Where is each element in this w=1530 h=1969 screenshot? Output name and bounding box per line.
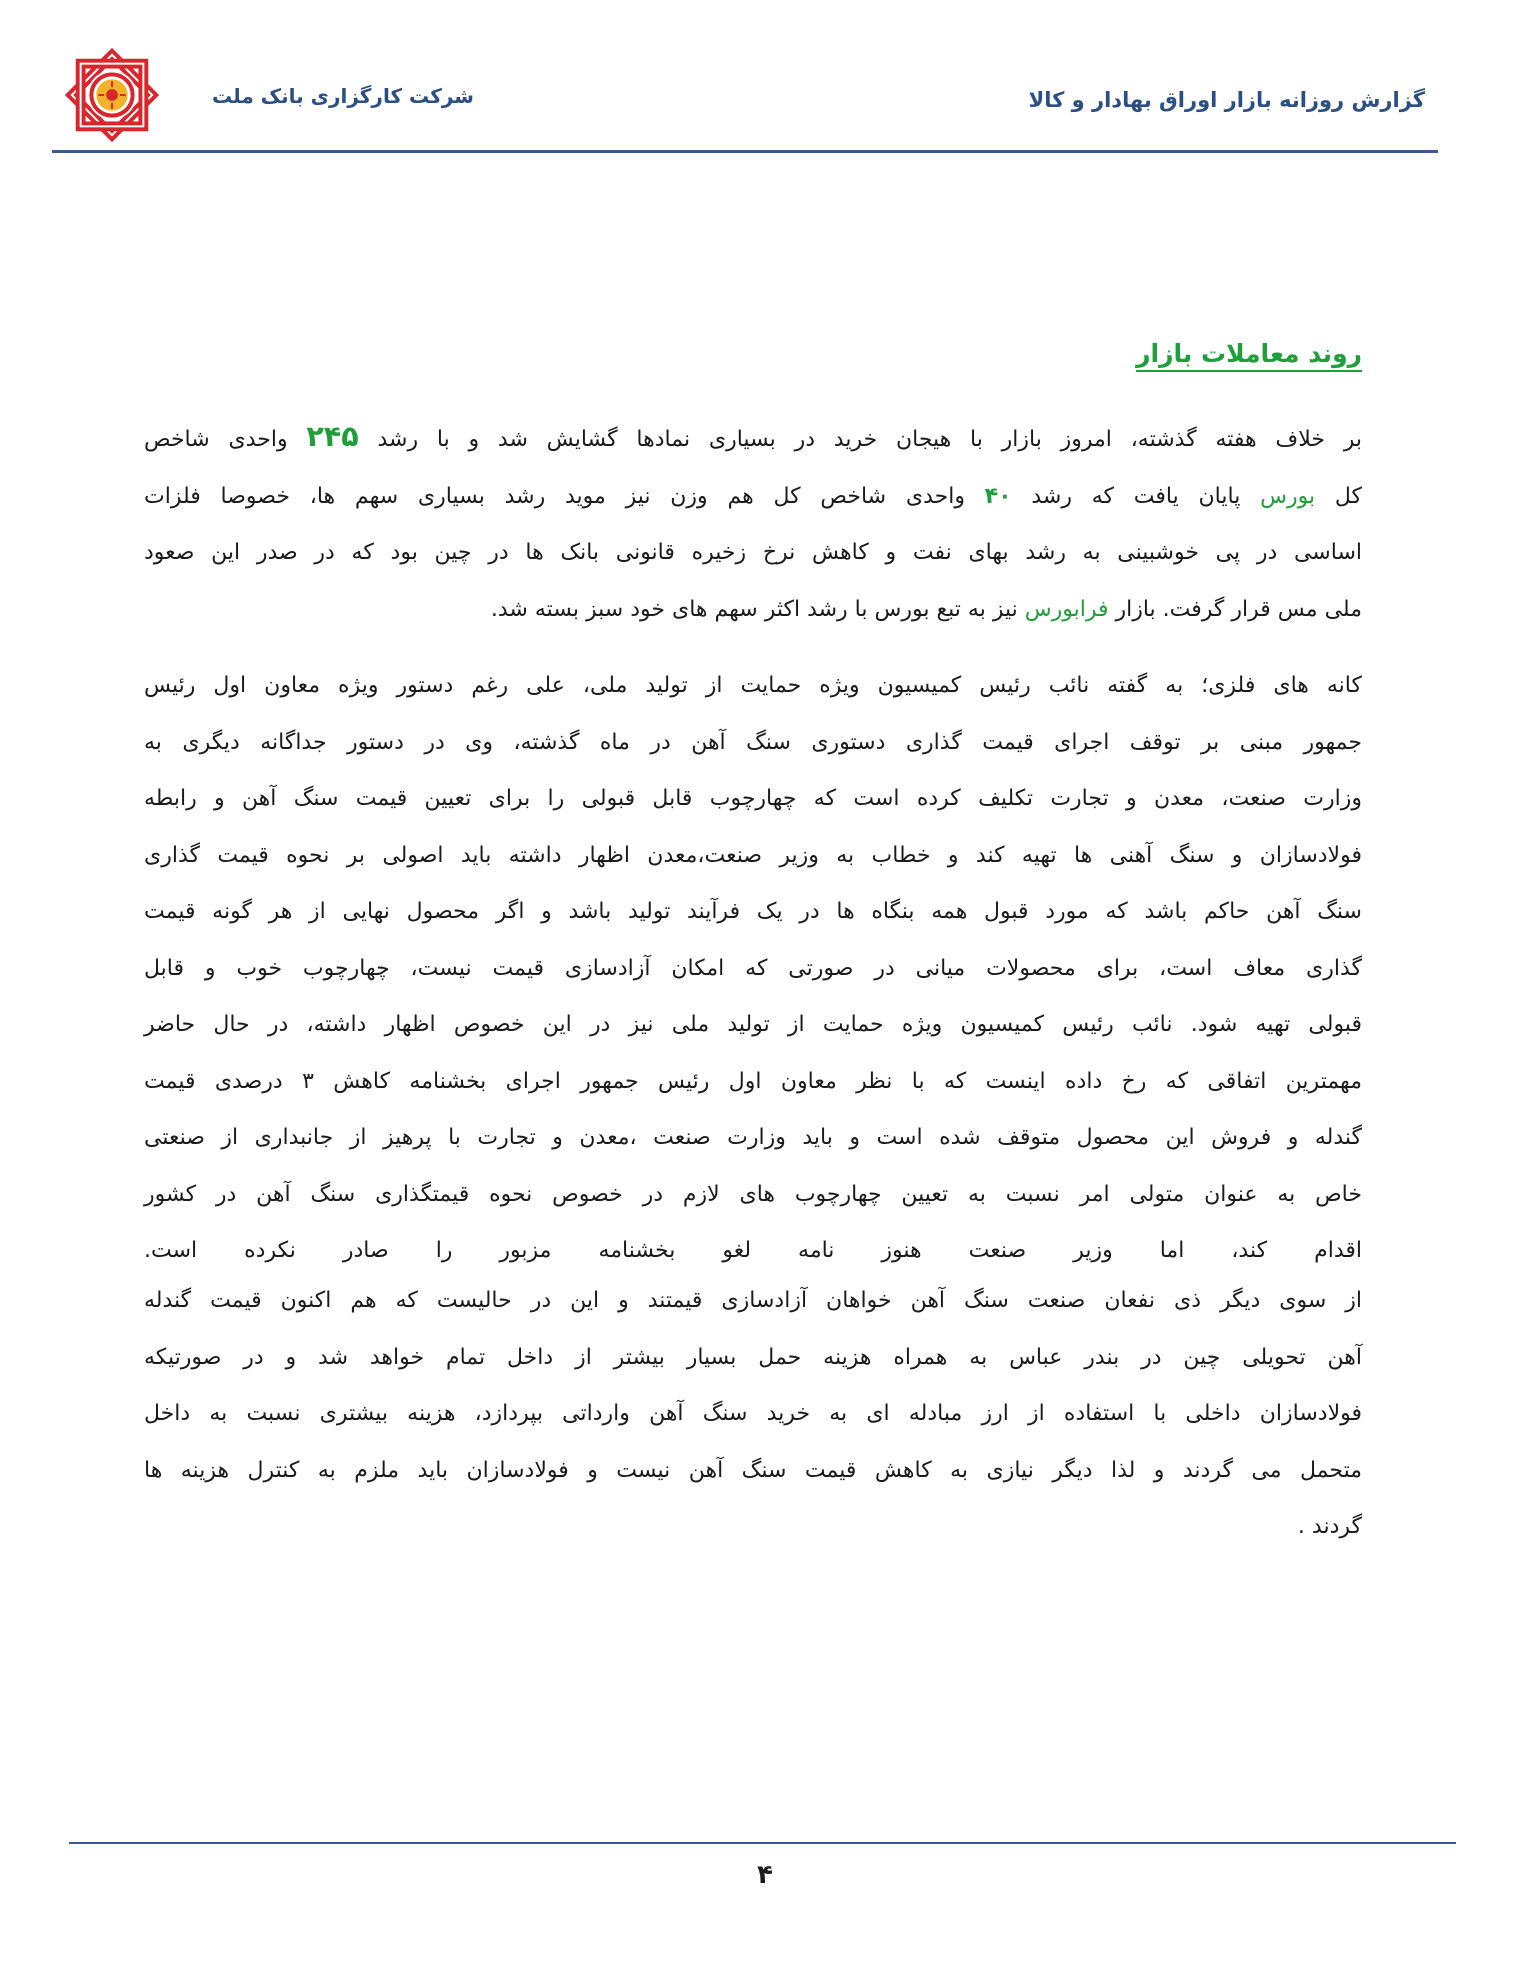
text-segment: گردند . — [1297, 1514, 1362, 1539]
text-segment: آهن تحویلی چین در بندر عباس به همراه هزینه حمل بسیار بیشتر از داخل تمام خواهد شد و در صورتیکه — [144, 1344, 1362, 1370]
text-segment: کانه های فلزی؛ به گفته نائب رئیس کمیسیون ویژه حمایت از تولید ملی، علی رغم دستور ویژه معاون اول رئیس — [144, 673, 1362, 698]
text-line — [144, 884, 1362, 941]
bank-mellat-logo — [60, 46, 164, 144]
text-segment: گندله و فروش این محصول متوقف شده است و باید وزارت صنعت ،معدن و تجارت با پرهیز از جانبداری از صنعتی — [144, 1125, 1362, 1150]
text-segment: متحمل می گردند و لذا دیگر نیازی به کاهش قیمت سنگ آهن نیست و فولادسازان باید ملزم به کنترل هزینه ها — [144, 1457, 1362, 1483]
text-segment: واحدی شاخص کل هم وزن نیز موید رشد بسیاری سهم ها، خصوصا فلزات — [144, 483, 985, 509]
company-name: شرکت کارگزاری بانک ملت — [212, 84, 474, 108]
text-line — [144, 941, 1362, 998]
text-line — [144, 1273, 1362, 1330]
logo-emblem-icon — [60, 46, 164, 144]
header-divider — [52, 150, 1438, 153]
text-segment: واحدی شاخص — [144, 427, 307, 452]
paragraph-iron-ore-pricing — [144, 1273, 1362, 1556]
text-segment: بر خلاف هفته گذشته، امروز بازار با هیجان خرید در بسیاری نمادها گشایش شد و با رشد — [358, 427, 1362, 452]
text-segment: ملی مس قرار گرفت. بازار — [1108, 596, 1362, 622]
report-title: گزارش روزانه بازار اوراق بهادار و کالا — [1028, 88, 1425, 112]
text-line — [144, 828, 1362, 885]
text-segment: اساسی در پی خوشبینی به رشد بهای نفت و کاهش نرخ زخیره قانونی بانک ها در چین بود که در صدر این صعود — [144, 540, 1362, 565]
text-line — [144, 1443, 1362, 1500]
footer-divider — [69, 1842, 1456, 1844]
text-line — [144, 997, 1362, 1054]
text-line — [144, 525, 1362, 582]
paragraph-metal-ores — [144, 658, 1362, 1280]
text-line — [144, 1110, 1362, 1167]
text-line — [144, 1054, 1362, 1111]
text-segment: قبولی تهیه شود. نائب رئیس کمیسیون ویژه حمایت از تولید ملی نیز در این خصوص اظهار داشته، در حال حاضر — [144, 1012, 1362, 1037]
text-segment: نیز به تبع بورس با رشد اکثر سهم های خود سبز بسته شد. — [490, 596, 1025, 622]
article-body — [144, 412, 1362, 1556]
text-line — [144, 1167, 1362, 1224]
text-segment: گذاری معاف است، برای محصولات میانی در صورتی که امکان آزادسازی قیمت نیست، چهارچوب خوب و قابل — [144, 955, 1362, 981]
highlighted-figure: ۴۰ — [984, 483, 1012, 509]
text-segment: خاص به عنوان متولی امر نسبت به تعیین چهارچوب های لازم در خصوص نحوه قیمتگذاری سنگ آهن در کشور — [144, 1181, 1362, 1207]
text-line — [144, 1223, 1362, 1280]
text-segment: پایان یافت که رشد — [1011, 483, 1261, 509]
text-segment: جمهور مبنی بر توقف اجرای قیمت گذاری دستوری سنگ آهن در ماه گذشته، وی در دستور جداگانه دیگری به — [144, 729, 1362, 755]
text-line — [144, 1499, 1362, 1556]
highlighted-figure: ۲۴۵ — [306, 419, 359, 453]
text-line — [144, 1330, 1362, 1387]
highlighted-term: بورس — [1260, 483, 1316, 509]
text-segment: سنگ آهن حاکم باشد که مورد قبول همه بنگاه ها در یک فرآیند تولید باشد و اگر محصول نهایی از هر گونه قیمت — [144, 899, 1362, 924]
text-line — [144, 658, 1362, 715]
text-line — [144, 771, 1362, 828]
text-line — [144, 715, 1362, 772]
section-heading: روند معاملات بازار — [1136, 339, 1362, 368]
text-line — [144, 582, 1362, 639]
text-segment: وزارت صنعت، معدن و تجارت تکلیف کرده است که چهارچوب قابل قبولی را برای تعیین قیمت سنگ آهن و رابطه — [144, 786, 1362, 811]
page-number: ۴ — [757, 1860, 773, 1890]
text-segment: فولادسازان داخلی با استفاده از ارز مبادله ای به خرید سنگ آهن وارداتی بپردازد، هزینه بیشتری نسبت به داخل — [144, 1401, 1362, 1426]
paragraph-market-summary — [144, 412, 1362, 638]
text-segment: از سوی دیگر ذی نفعان صنعت سنگ آهن خواهان آزادسازی قیمتند و این در حالیست که هم اکنون قیمت گندله — [144, 1288, 1362, 1313]
text-segment: کل — [1315, 483, 1362, 509]
text-segment: فولادسازان و سنگ آهنی ها تهیه کند و خطاب به وزیر صنعت،معدن اظهار داشته باید اصولی بر نحوه قیمت گذاری — [144, 842, 1362, 868]
text-line — [144, 469, 1362, 526]
text-segment: اقدام کند، اما وزیر صنعت هنوز نامه لغو بخشنامه مزبور را صادر نکرده است. — [144, 1238, 1362, 1263]
text-line — [144, 1386, 1362, 1443]
text-segment: مهمترین اتفاقی که رخ داده اینست که با نظر معاون اول رئیس جمهور اجرای بخشنامه کاهش ۳ درصدی قیمت — [144, 1068, 1362, 1094]
text-line — [144, 412, 1362, 469]
highlighted-term: فرابورس — [1024, 596, 1109, 622]
